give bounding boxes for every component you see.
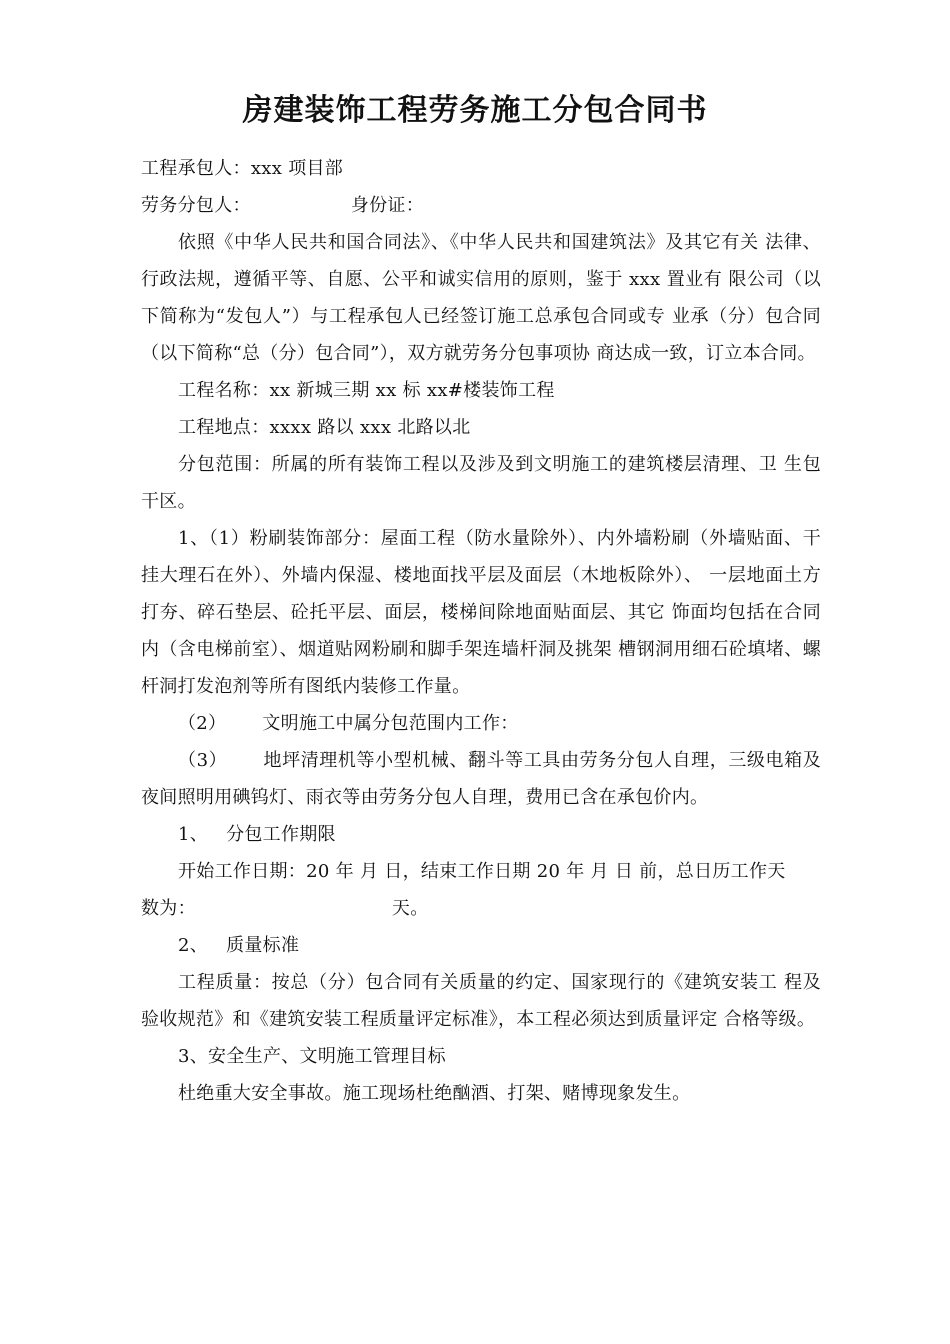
period-days-line [141,890,821,927]
project-name: 工程名称：xx 新城三期 xx 标 xx#楼装饰工程 [178,380,555,401]
section-period-num: 1、 [178,824,209,845]
id-label: 身份证： [350,195,425,216]
section-quality-heading [141,927,821,964]
item-1-2 [141,705,821,742]
scope-paragraph: 分包范围：所属的所有装饰工程以及涉及到文明施工的建筑楼层清理、卫 生包干区。 [141,454,821,512]
project-location: 工程地点：xxxx 路以 xxx 北路以北 [178,417,471,438]
period-days-unit: 天。 [391,898,429,919]
item-1-3-num: （3） [178,750,228,771]
item-1-2-text: 文明施工中属分包范围内工作： [262,713,519,734]
document-body [141,150,821,1112]
item-1-3-text: 地坪清理机等小型机械、翻斗等工具由劳务分包人自理，三级电箱及 夜间照明用碘钨灯、雨衣等由劳务分包人自理，费用已含在承包价内。 [141,750,821,808]
safety-paragraph: 杜绝重大安全事故。施工现场杜绝酗酒、打架、赌博现象发生。 [178,1083,691,1104]
period-text: 开始工作日期：20 年 月 日，结束工作日期 20 年 月 日 前，总日历工作天 [178,861,786,882]
section-period-text: 分包工作期限 [226,824,336,845]
contractor-line [141,150,821,187]
subcontractor-line [141,187,821,224]
section-period-heading [141,816,821,853]
item-1-2-num: （2） [178,713,227,734]
period-days-label: 数为： [141,898,196,919]
contractor-label: 工程承包人： [141,158,251,179]
document-title: 房建装饰工程劳务施工分包合同书 [242,93,708,128]
section-quality-text: 质量标准 [226,935,300,956]
item-1-1: 1、（1）粉刷装饰部分：屋面工程（防水量除外）、内外墙粉刷（外墙贴面、干挂大理石在外）、外墙内保湿、楼地面找平层及面层（木地板除外）、 一层地面土方打夯、碎石垫层、砼托平层、面层，楼梯间除地面贴面层、其它 饰面均包括在合同内（含电梯前室）、烟道贴网粉刷和脚手架连墙杆洞及挑架 槽钢洞用细石砼填堵、螺杆洞打发泡剂等所有图纸内装修工作量。 [141,528,821,697]
quality-paragraph: 工程质量：按总（分）包合同有关质量的约定、国家现行的《建筑安装工 程及验收规范》和《建筑安装工程质量评定标准》，本工程必须达到质量评定 合格等级。 [141,972,821,1030]
intro-paragraph: 依照《中华人民共和国合同法》、《中华人民共和国建筑法》及其它有关 法律、行政法规，遵循平等、自愿、公平和诚实信用的原则，鉴于 xxx 置业有 限公司（以下简称为“发包人”）与工程承包人已经签订施工总承包合同或专 业承（分）包合同（以下简称“总（分）包合同”），双方就劳务分包事项协 商达成一致，订立本合同。 [141,232,821,364]
subcontractor-label: 劳务分包人： [141,195,251,216]
section-quality-num: 2、 [178,935,209,956]
item-1-3 [141,742,821,816]
contractor-value: xxx 项目部 [250,158,344,179]
section-safety-heading: 3、安全生产、文明施工管理目标 [178,1046,446,1067]
